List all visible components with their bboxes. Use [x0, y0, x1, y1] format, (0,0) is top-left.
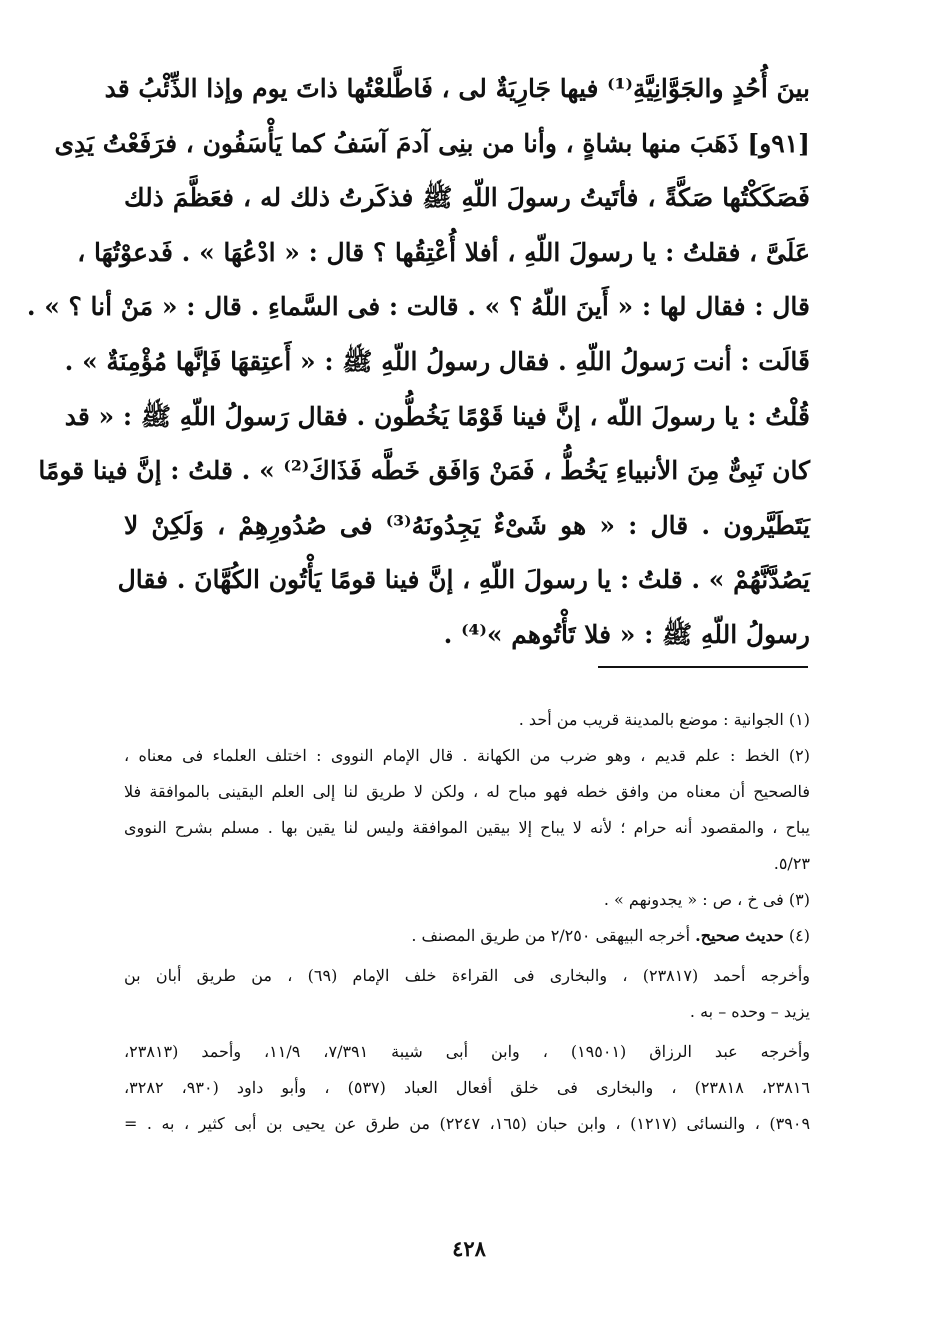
page-number: ٤٢٨	[452, 1236, 486, 1261]
footnote-4-line: يزيد – وحده – به .	[689, 1002, 810, 1021]
main-text-line: قُلْتُ : يا رسولَ اللّه ، إنَّ فينا قَوْمًا يَخُطُّون . فقال رَسولُ اللّهِ ﷺ : « قد	[64, 401, 810, 431]
footnote-4-line: ٢٣٨١٦، ٢٣٨١٨) ، والبخارى فى خلق أفعال العباد (٥٣٧) ، وأبو داود (٩٣٠، ٣٢٨٢،	[124, 1078, 811, 1097]
main-text-line: [٩١و] ذَهَبَ منها بشاةٍ ، وأنا من بنِى آدمَ آسَفُ كما يَأْسَفُون ، فرَفَعْتُ يَدِى	[54, 128, 810, 158]
footnote-4-line: وأخرجه أحمد (٢٣٨١٧) ، والبخارى فى القراءة خلف الإمام (٦٩) ، من طريق أبان بن	[124, 966, 811, 985]
footnote-4-line: وأخرجه عبد الرزاق (١٩٥٠١) ، وابن أبى شيبة ٧/٣٩١، ١١/٩، وأحمد (٢٣٨١٣،	[124, 1042, 811, 1061]
footnote-divider	[598, 666, 808, 668]
main-text-line: قال : فقال لها : « أَينَ اللّهُ ؟ » . قالت : فى السَّماءِ . قال : « مَنْ أنا ؟ » .	[26, 292, 810, 322]
footnote-2-line: فالصحيح أن معناه من وافق خطه فهو مباح له ، ولكن لا طريق لنا إلى العلم اليقينى بالموافقة فلا	[124, 782, 810, 801]
main-text-line: قَالَت : أنت رَسولُ اللّهِ . فقال رسولُ اللّهِ ﷺ : « أَعتِقهَا فَإنَّها مُؤْمِنَةٌ » .	[64, 346, 810, 376]
footnote-4-heading	[124, 918, 810, 954]
footnote-2-line: ٥/٢٣.	[773, 854, 810, 873]
footnote-3: (٣) فى خ ، ص : « يجدونهم » .	[603, 890, 810, 909]
main-text	[26, 62, 810, 663]
main-text-line: بينَ أُحُدٍ والجَوَّانِيَّةِ⁽¹⁾ فيها جَارِيَةٌ لى ، فَاطَّلعْتُها ذاتَ يوم وإذا الذِّئْبُ قد	[104, 74, 810, 103]
footnote-4-text: أخرجه البيهقى ٢/٢٥٠ من طريق المصنف .	[411, 926, 691, 945]
main-text-line: فَصَكَكْتُها صَكَّةً ، فأتَيتُ رسولَ اللّهِ ﷺ فذكَرتُ ذلك له ، فعَظَّمَ ذلك	[124, 183, 810, 213]
footnote-4-line: ٣٩٠٩) ، والنسائى (١٢١٧) ، وابن حبان (١٦٥، ٢٢٤٧) من طرق عن يحيى بن أبى كثير ، به . =	[124, 1114, 811, 1133]
footnote-4-number: (٤)	[788, 926, 810, 945]
main-text-line: يَصُدَّنَّهُمْ » . قلتُ : يا رسولَ اللّهِ ، إنَّ فينا قومًا يَأْتُون الكُهَّانَ . فقال	[117, 565, 810, 595]
main-text-line: يَتَطَيَّرون . قال : « هو شَىْءٌ يَجِدُونَهُ⁽³⁾ فى صُدُورِهِمْ ، وَلَكِنْ لا	[124, 510, 810, 540]
main-text-line: كان نَبِىٌّ مِنَ الأنبياءِ يَخُطُّ ، فَمَنْ وَافَق خَطَّه فَذَاكَ⁽²⁾ » . قلتُ : إنَّ فينا قومًا	[38, 456, 810, 486]
footnotes	[124, 702, 810, 1142]
footnote-1: (١) الجوانية : موضع بالمدينة قريب من أحد .	[518, 710, 810, 729]
main-text-line: رسولُ اللّهِ ﷺ : « فلا تَأْتُوهم »⁽⁴⁾ .	[443, 619, 810, 649]
footnote-2-line: يباح ، والمقصود أنه حرام ؛ لأنه لا يباح إلا بيقين الموافقة وليس لنا يقين بها . مسلم بشرح النووى	[124, 818, 810, 837]
footnote-4-bold-phrase: حديث صحيح.	[695, 926, 784, 945]
main-text-line: عَلَىَّ ، فقلتُ : يا رسولَ اللّهِ ، أفلا أُعْتِقُها ؟ قال : « ادْعُهَا » . فَدعوْتُهَا ،	[77, 237, 810, 267]
footnote-2-line: (٢) الخط : علم قديم ، وهو ضرب من الكهانة . قال الإمام النووى : اختلف العلماء فى معناه ،	[124, 746, 810, 765]
